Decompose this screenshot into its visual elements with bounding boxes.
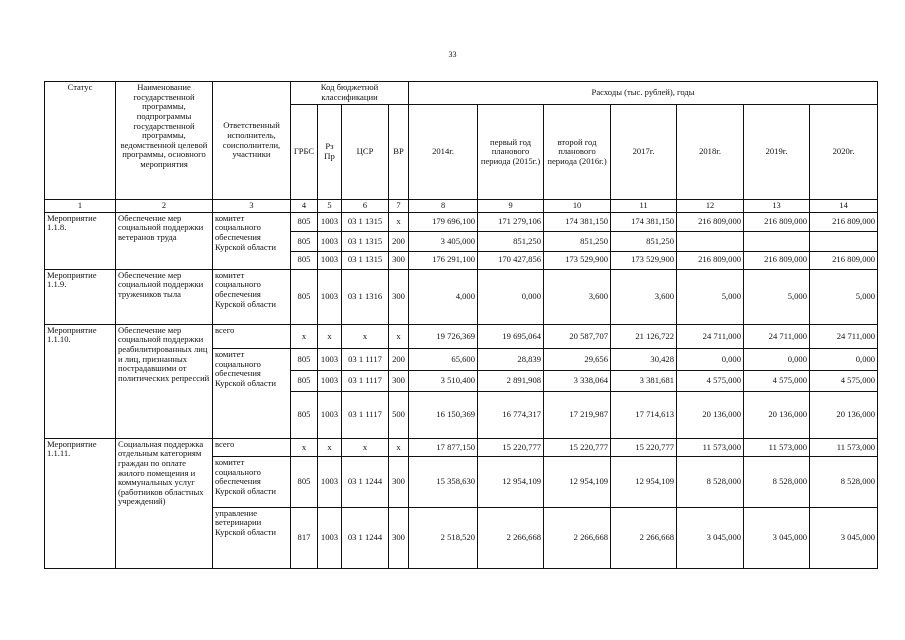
- csr-cell: 03 1 1244: [342, 507, 389, 568]
- csr-cell: 03 1 1315: [342, 232, 389, 251]
- table-row: [45, 438, 878, 456]
- rzpr-cell: 1003: [318, 251, 342, 269]
- amount-cell: 171 279,106: [478, 212, 544, 231]
- executor-cell: всего: [213, 438, 291, 456]
- budget-table: [44, 81, 878, 569]
- status-cell: Мероприятие 1.1.10.: [45, 324, 116, 438]
- vr-cell: 300: [389, 507, 409, 568]
- amount-cell: [677, 232, 744, 251]
- column-numbers-row: [45, 200, 878, 213]
- csr-cell: х: [342, 324, 389, 348]
- amount-cell: 4 575,000: [677, 370, 744, 391]
- program-name-cell: Обеспечение мер социальной поддержки тружеников тыла: [116, 269, 213, 324]
- amount-cell: 4 575,000: [744, 370, 810, 391]
- rzpr-cell: 1003: [318, 391, 342, 438]
- amount-cell: 2 518,520: [409, 507, 478, 568]
- executor-cell: управление ветеринарии Курской области: [213, 507, 291, 568]
- grbs-cell: 805: [291, 457, 318, 508]
- rzpr-cell: 1003: [318, 212, 342, 231]
- amount-cell: 12 954,109: [544, 457, 611, 508]
- program-name-cell: Социальная поддержка отдельным категориям граждан по оплате жилого помещения и коммунальных услуг (работников областных учреждений): [116, 438, 213, 568]
- column-number: 9: [478, 200, 544, 213]
- amount-cell: 8 528,000: [810, 457, 878, 508]
- amount-cell: 3,600: [611, 269, 677, 324]
- header-2019: 2019г.: [744, 104, 810, 200]
- amount-cell: 11 573,000: [677, 438, 744, 456]
- page-number: 33: [448, 50, 457, 59]
- amount-cell: 3 045,000: [677, 507, 744, 568]
- header-rzpr: Рз Пр: [318, 104, 342, 200]
- amount-cell: 15 358,630: [409, 457, 478, 508]
- amount-cell: 3 510,400: [409, 370, 478, 391]
- amount-cell: 24 711,000: [810, 324, 878, 348]
- amount-cell: 2 266,668: [611, 507, 677, 568]
- amount-cell: 19 695,064: [478, 324, 544, 348]
- rzpr-cell: х: [318, 324, 342, 348]
- column-number: 1: [45, 200, 116, 213]
- grbs-cell: х: [291, 324, 318, 348]
- column-number: 8: [409, 200, 478, 213]
- program-name-cell: Обеспечение мер социальной поддержки реабилитированных лиц и лиц, признанных пострадавшими от политических репрессий: [116, 324, 213, 438]
- header-program-name: Наименование государственной программы, подпрограммы государственной программы, ведомственной целевой программы, основного мероприятия: [116, 82, 213, 200]
- vr-cell: 200: [389, 232, 409, 251]
- amount-cell: 3 405,000: [409, 232, 478, 251]
- amount-cell: 3 381,681: [611, 370, 677, 391]
- amount-cell: 2 891,908: [478, 370, 544, 391]
- column-number: 3: [213, 200, 291, 213]
- grbs-cell: 805: [291, 251, 318, 269]
- header-budget-code: Код бюджетной классификации: [291, 82, 409, 105]
- header-expenses: Расходы (тыс. рублей), годы: [409, 82, 878, 105]
- header-vr: ВР: [389, 104, 409, 200]
- amount-cell: 5,000: [744, 269, 810, 324]
- csr-cell: х: [342, 438, 389, 456]
- executor-cell: комитет социального обеспечения Курской области: [213, 269, 291, 324]
- table-row: [45, 324, 878, 348]
- column-number: 5: [318, 200, 342, 213]
- executor-cell: всего: [213, 324, 291, 348]
- header-row-1: [45, 82, 878, 105]
- amount-cell: 15 220,777: [544, 438, 611, 456]
- header-2020: 2020г.: [810, 104, 878, 200]
- amount-cell: 21 126,722: [611, 324, 677, 348]
- grbs-cell: 805: [291, 391, 318, 438]
- amount-cell: 3 338,064: [544, 370, 611, 391]
- amount-cell: 16 774,317: [478, 391, 544, 438]
- program-name-cell: Обеспечение мер социальной поддержки ветеранов труда: [116, 212, 213, 269]
- amount-cell: 174 381,150: [544, 212, 611, 231]
- rzpr-cell: 1003: [318, 457, 342, 508]
- amount-cell: 3 045,000: [744, 507, 810, 568]
- column-number: 10: [544, 200, 611, 213]
- table-row: [45, 212, 878, 231]
- csr-cell: 03 1 1315: [342, 212, 389, 231]
- amount-cell: 11 573,000: [810, 438, 878, 456]
- column-number: 6: [342, 200, 389, 213]
- rzpr-cell: 1003: [318, 370, 342, 391]
- amount-cell: 5,000: [677, 269, 744, 324]
- column-number: 14: [810, 200, 878, 213]
- vr-cell: 500: [389, 391, 409, 438]
- amount-cell: 851,250: [611, 232, 677, 251]
- csr-cell: 03 1 1316: [342, 269, 389, 324]
- amount-cell: 216 809,000: [810, 212, 878, 231]
- amount-cell: [810, 232, 878, 251]
- column-number: 13: [744, 200, 810, 213]
- amount-cell: 12 954,109: [611, 457, 677, 508]
- amount-cell: 20 136,000: [744, 391, 810, 438]
- header-csr: ЦСР: [342, 104, 389, 200]
- amount-cell: 3,600: [544, 269, 611, 324]
- amount-cell: 0,000: [677, 349, 744, 370]
- amount-cell: 20 136,000: [810, 391, 878, 438]
- amount-cell: [744, 232, 810, 251]
- executor-cell: комитет социального обеспечения Курской области: [213, 212, 291, 269]
- status-cell: Мероприятие 1.1.11.: [45, 438, 116, 568]
- amount-cell: 15 220,777: [611, 438, 677, 456]
- amount-cell: 216 809,000: [744, 251, 810, 269]
- amount-cell: 216 809,000: [677, 251, 744, 269]
- column-number: 4: [291, 200, 318, 213]
- amount-cell: 216 809,000: [744, 212, 810, 231]
- amount-cell: 65,600: [409, 349, 478, 370]
- amount-cell: 176 291,100: [409, 251, 478, 269]
- column-number: 2: [116, 200, 213, 213]
- header-2017: 2017г.: [611, 104, 677, 200]
- amount-cell: 19 726,369: [409, 324, 478, 348]
- amount-cell: 0,000: [478, 269, 544, 324]
- amount-cell: 4 575,000: [810, 370, 878, 391]
- vr-cell: 300: [389, 251, 409, 269]
- vr-cell: 300: [389, 457, 409, 508]
- grbs-cell: 805: [291, 212, 318, 231]
- amount-cell: 29,656: [544, 349, 611, 370]
- column-number: 7: [389, 200, 409, 213]
- amount-cell: 24 711,000: [744, 324, 810, 348]
- amount-cell: 851,250: [544, 232, 611, 251]
- header-grbs: ГРБС: [291, 104, 318, 200]
- vr-cell: 300: [389, 370, 409, 391]
- vr-cell: 200: [389, 349, 409, 370]
- amount-cell: 8 528,000: [744, 457, 810, 508]
- header-2015: первый год планового периода (2015г.): [478, 104, 544, 200]
- csr-cell: 03 1 1117: [342, 370, 389, 391]
- amount-cell: 8 528,000: [677, 457, 744, 508]
- grbs-cell: х: [291, 438, 318, 456]
- amount-cell: 0,000: [744, 349, 810, 370]
- grbs-cell: 805: [291, 232, 318, 251]
- amount-cell: 174 381,150: [611, 212, 677, 231]
- grbs-cell: 805: [291, 269, 318, 324]
- amount-cell: 2 266,668: [478, 507, 544, 568]
- amount-cell: 4,000: [409, 269, 478, 324]
- rzpr-cell: х: [318, 438, 342, 456]
- amount-cell: 17 714,613: [611, 391, 677, 438]
- header-2018: 2018г.: [677, 104, 744, 200]
- rzpr-cell: 1003: [318, 232, 342, 251]
- vr-cell: х: [389, 438, 409, 456]
- amount-cell: 3 045,000: [810, 507, 878, 568]
- amount-cell: 16 150,369: [409, 391, 478, 438]
- column-number: 11: [611, 200, 677, 213]
- amount-cell: 179 696,100: [409, 212, 478, 231]
- amount-cell: 20 136,000: [677, 391, 744, 438]
- amount-cell: 11 573,000: [744, 438, 810, 456]
- rzpr-cell: 1003: [318, 507, 342, 568]
- executor-cell: комитет социального обеспечения Курской области: [213, 457, 291, 508]
- header-executor: Ответственный исполнитель, соисполнители, участники: [213, 82, 291, 200]
- header-status: Статус: [45, 82, 116, 200]
- vr-cell: х: [389, 212, 409, 231]
- grbs-cell: 817: [291, 507, 318, 568]
- csr-cell: 03 1 1117: [342, 349, 389, 370]
- amount-cell: 5,000: [810, 269, 878, 324]
- status-cell: Мероприятие 1.1.9.: [45, 269, 116, 324]
- amount-cell: 28,839: [478, 349, 544, 370]
- csr-cell: 03 1 1117: [342, 391, 389, 438]
- amount-cell: 20 587,707: [544, 324, 611, 348]
- rzpr-cell: 1003: [318, 349, 342, 370]
- amount-cell: 2 266,668: [544, 507, 611, 568]
- csr-cell: 03 1 1315: [342, 251, 389, 269]
- amount-cell: 30,428: [611, 349, 677, 370]
- executor-cell: комитет социального обеспечения Курской области: [213, 349, 291, 439]
- column-number: 12: [677, 200, 744, 213]
- amount-cell: 851,250: [478, 232, 544, 251]
- table-row: [45, 269, 878, 324]
- grbs-cell: 805: [291, 349, 318, 370]
- amount-cell: 173 529,900: [544, 251, 611, 269]
- amount-cell: 216 809,000: [677, 212, 744, 231]
- amount-cell: 15 220,777: [478, 438, 544, 456]
- grbs-cell: 805: [291, 370, 318, 391]
- amount-cell: 24 711,000: [677, 324, 744, 348]
- amount-cell: 173 529,900: [611, 251, 677, 269]
- amount-cell: 17 219,987: [544, 391, 611, 438]
- header-2016: второй год планового периода (2016г.): [544, 104, 611, 200]
- amount-cell: 0,000: [810, 349, 878, 370]
- vr-cell: х: [389, 324, 409, 348]
- status-cell: Мероприятие 1.1.8.: [45, 212, 116, 269]
- csr-cell: 03 1 1244: [342, 457, 389, 508]
- header-2014: 2014г.: [409, 104, 478, 200]
- vr-cell: 300: [389, 269, 409, 324]
- amount-cell: 12 954,109: [478, 457, 544, 508]
- amount-cell: 216 809,000: [810, 251, 878, 269]
- amount-cell: 170 427,856: [478, 251, 544, 269]
- rzpr-cell: 1003: [318, 269, 342, 324]
- amount-cell: 17 877,150: [409, 438, 478, 456]
